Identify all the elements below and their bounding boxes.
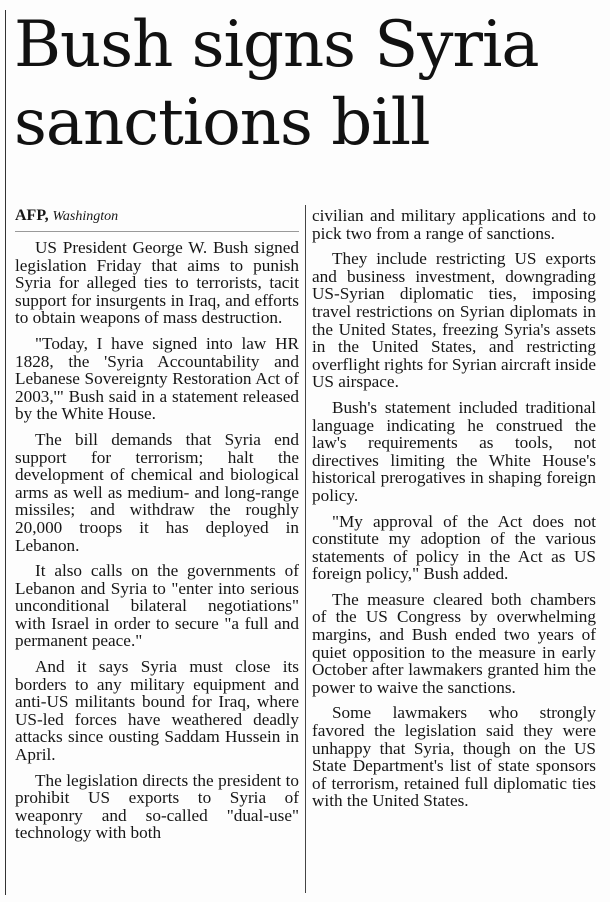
column-right	[312, 207, 596, 818]
paragraph: It also calls on the governments of Lebanon and Syria to "enter into serious unconditional bilateral negotiations" with Israel in order to secure "a full and permanent peace."	[15, 561, 299, 651]
paragraph: "My approval of the Act does not constitute my adoption of the various statements of policy in the Act as US foreign policy," Bush added.	[312, 511, 596, 584]
paragraph: They include restricting US exports and business investment, downgrading US-Syrian diplomatic ties, imposing travel restrictions on Syrian diplomats in the United States, freezing Syria's assets in the United States, and restricting overflight rights for Syrian aircraft inside US airspace.	[312, 249, 596, 392]
paragraph: The bill demands that Syria end support for terrorism; halt the development of chemical and biological arms as well as medium- and long-range missiles; and withdraw the roughly 20,000 troops it has deployed in Lebanon.	[15, 429, 299, 555]
paragraph: The legislation directs the president to prohibit US exports to Syria of weaponry and so-called "dual-use" technology with both	[15, 770, 299, 843]
paragraph: The measure cleared both chambers of the US Congress by overwhelming margins, and Bush ended two years of quiet opposition to the measure in early October after lawmakers granted him the power to waive the sanctions.	[312, 589, 596, 697]
byline-agency: AFP,	[15, 207, 49, 224]
paragraph: Some lawmakers who strongly favored the legislation said they were unhappy that Syria, though on the US State Department's list of state sponsors of terrorism, retained full diplomatic ties with the United States.	[312, 703, 596, 811]
paragraph: "Today, I have signed into law HR 1828, the 'Syria Accountability and Lebanese Sovereignty Restoration Act of 2003,'" Bush said in a statement released by the White House.	[15, 333, 299, 424]
column-left	[15, 206, 299, 850]
headline: Bush signs Syria sanctions bill	[14, 8, 539, 160]
left-edge-rule	[5, 10, 6, 895]
paragraph-continued: civilian and military applications and to pick two from a range of sanctions.	[312, 206, 596, 243]
paragraph: Bush's statement included traditional language indicating he construed the law's requirements as tools, not directives limiting the White House's historical prerogatives in shaping foreign policy.	[312, 397, 596, 505]
byline-location: Washington	[52, 209, 119, 224]
paragraph: And it says Syria must close its borders to any military equipment and anti-US militants bound for Iraq, where US-led forces have weathered deadly attacks since ousting Saddam Hussein in April.	[15, 657, 299, 765]
byline	[15, 206, 299, 232]
column-divider	[305, 205, 306, 893]
paragraph: US President George W. Bush signed legislation Friday that aims to punish Syria for alleged ties to terrorists, tacit support for insurgents in Iraq, and efforts to obtain weapons of mass destruction.	[15, 238, 299, 328]
